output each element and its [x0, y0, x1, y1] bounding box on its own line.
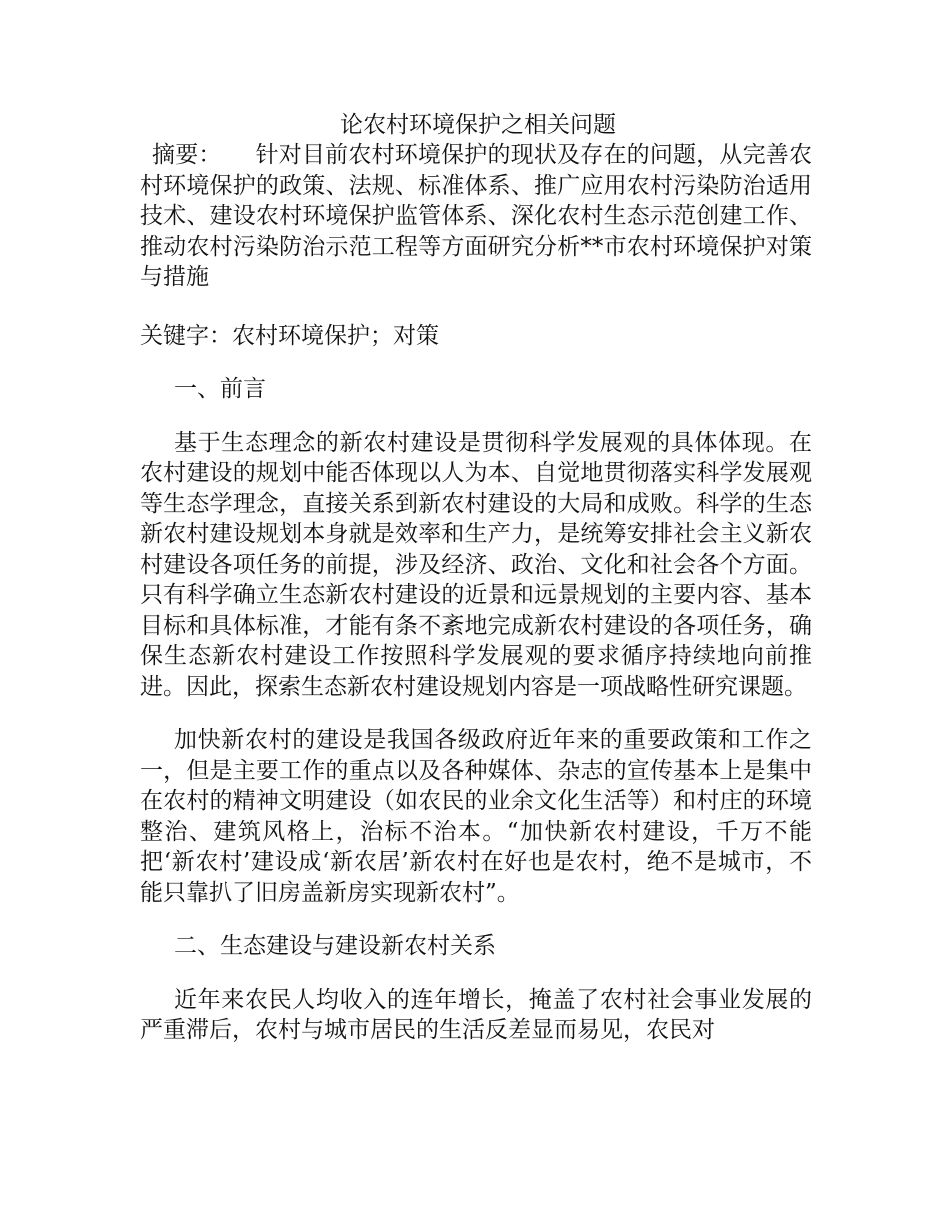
abstract [140, 140, 812, 293]
keywords: 关键字：农村环境保护；对策 [140, 322, 439, 349]
section-heading-ecology: 二、生态建设与建设新农村关系 [174, 933, 496, 959]
abstract-text: 针对目前农村环境保护的现状及存在的问题，从完善农村环境保护的政策、法规、标准体系、推广应用农村污染防治适用技术、建设农村环境保护监管体系、深化农村生态示范创建工作、推动农村污染防治示范工程等方面研究分析**市农村环境保护对策与措施 [140, 142, 813, 290]
paragraph: 基于生态理念的新农村建设是贯彻科学发展观的具体体现。在农村建设的规划中能否体现以人为本、自觉地贯彻落实科学发展观等生态学理念，直接关系到新农村建设的大局和成败。科学的生态新农村建设规划本身就是效率和生产力，是统筹安排社会主义新农村建设各项任务的前提，涉及经济、政治、文化和社会各个方面。只有科学确立生态新农村建设的近景和远景规划的主要内容、基本目标和具体标准，才能有条不紊地完成新农村建设的各项任务，确保生态新农村建设工作按照科学发展观的要求循序持续地向前推进。因此，探索生态新农村建设规划内容是一项战略性研究课题。 [140, 429, 812, 700]
abstract-label: 摘要： [152, 142, 222, 168]
section-heading-introduction: 一、前言 [174, 376, 266, 402]
document-title: 论农村环境保护之相关问题 [340, 112, 616, 138]
paragraph: 近年来农民人均收入的连年增长，掩盖了农村社会事业发展的严重滞后，农村与城市居民的生活反差显而易见，农民对 [140, 986, 812, 1043]
document-body [140, 110, 812, 1046]
paragraph: 加快新农村的建设是我国各级政府近年来的重要政策和工作之一，但是主要工作的重点以及各种媒体、杂志的宣传基本上是集中在农村的精神文明建设（如农民的业余文化生活等）和村庄的环境整治、建筑风格上，治标不治本。“加快新农村建设，千万不能把‘新农村’建设成‘新农居’新农村在好也是农村，绝不是城市，不能只靠扒了旧房盖新房实现新农村”。 [140, 727, 812, 906]
